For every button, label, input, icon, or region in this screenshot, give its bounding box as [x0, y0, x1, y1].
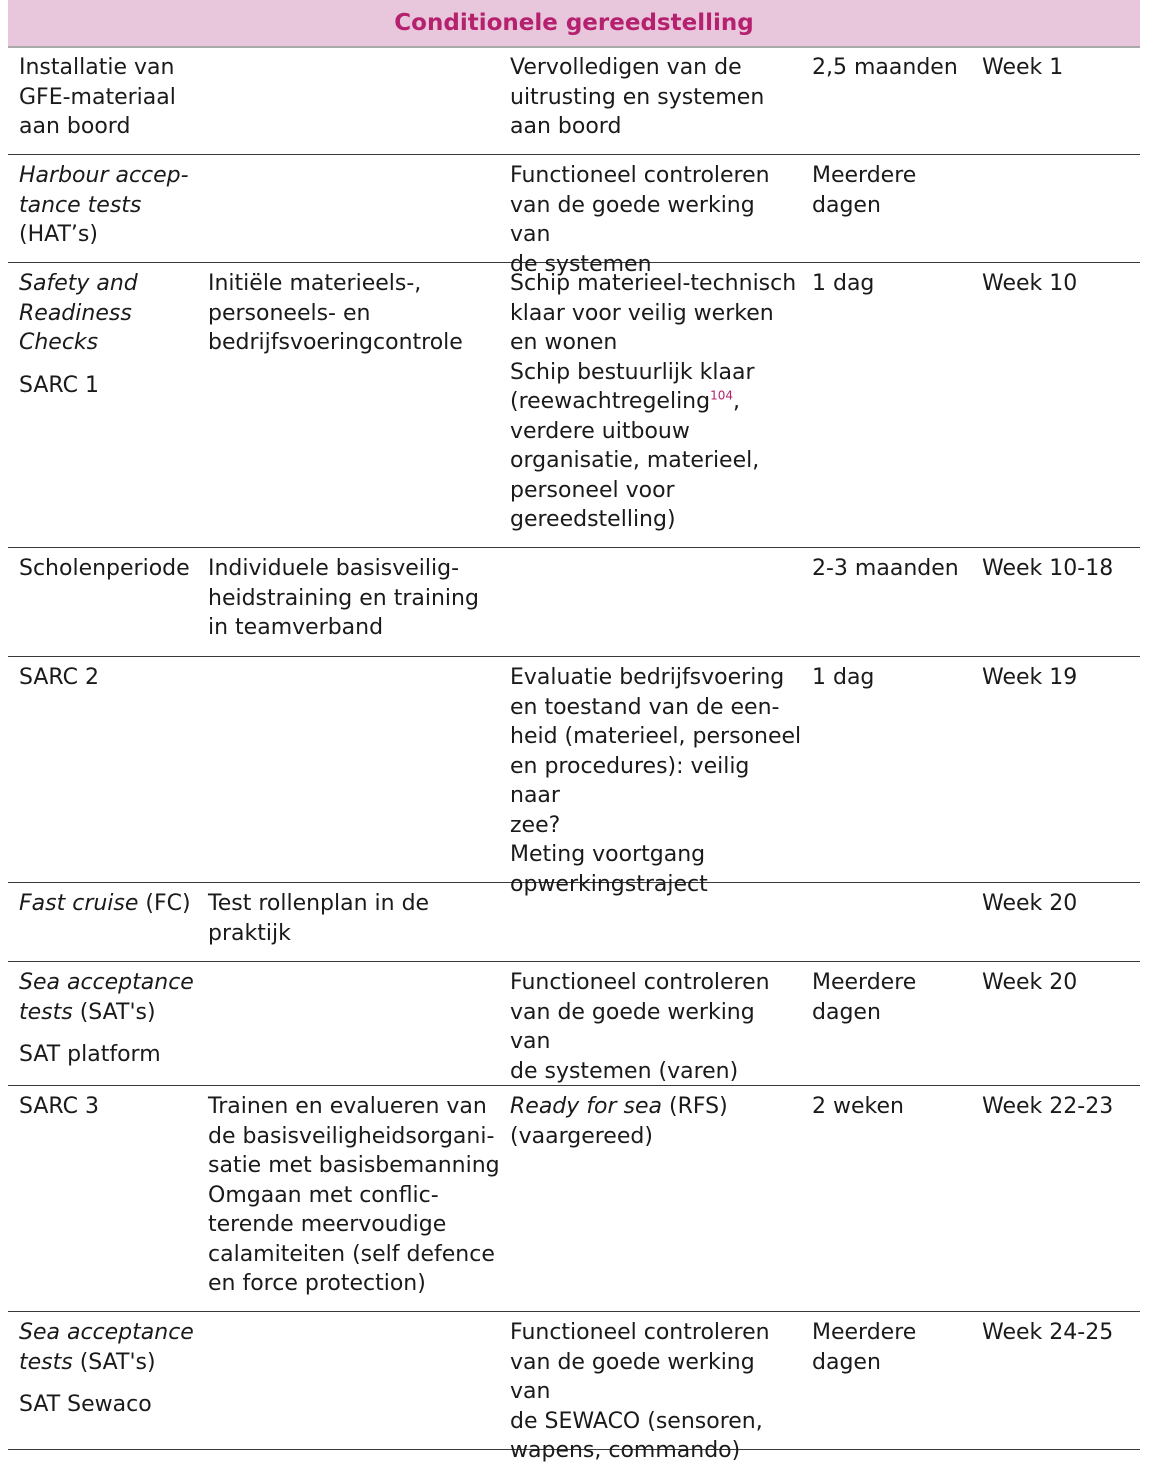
duration-cell: 2 weken: [812, 1094, 904, 1119]
activity-cell: Scholenperiode: [19, 556, 190, 581]
activity-cell: Harbour accep- tance tests (HAT’s): [19, 163, 189, 247]
duration-cell: Meerdere dagen: [812, 163, 917, 218]
content-cell: Test rollenplan in de praktijk: [208, 891, 430, 946]
activity-cell: Sea acceptance tests (SAT's) SAT Sewaco: [19, 1320, 194, 1417]
week-cell: Week 24-25: [982, 1320, 1114, 1345]
activity-cell: Sea acceptance tests (SAT's) SAT platform: [19, 970, 194, 1067]
duration-cell: 2-3 maanden: [812, 556, 959, 581]
table-header: [8, 0, 1140, 48]
goal-cell: Ready for sea (RFS) (vaargereed): [510, 1094, 728, 1149]
content-cell: Individuele basisveilig- heidstraining en training in teamverband: [208, 556, 479, 640]
table-row: [8, 1086, 1140, 1312]
table-row: [8, 548, 1140, 657]
duration-cell: Meerdere dagen: [812, 1320, 917, 1375]
content-cell: Trainen en evalueren van de basisveiligheidsorgani- satie met basisbemanning Omgaan met conflic- terende meervoudige calamiteiten (self defence en force protection): [208, 1094, 500, 1296]
activity-cell: Safety and Readiness Checks SARC 1: [19, 271, 138, 398]
footnote-marker[interactable]: 104: [710, 388, 733, 403]
table-row: [8, 155, 1140, 277]
week-cell: Week 20: [982, 891, 1078, 916]
week-cell: Week 10: [982, 271, 1078, 296]
week-cell: Week 1: [982, 55, 1064, 80]
activity-cell: Fast cruise (FC): [19, 891, 191, 916]
week-cell: Week 22-23: [982, 1094, 1114, 1119]
activity-cell: SARC 2: [19, 665, 99, 690]
duration-cell: 1 dag: [812, 271, 875, 296]
table-row: [8, 883, 1140, 962]
table-row: [8, 1312, 1140, 1463]
activity-cell: SARC 3: [19, 1094, 99, 1119]
week-cell: Week 19: [982, 665, 1078, 690]
content-cell: Initiële materieels-, personeels- en bedrijfsvoeringcontrole: [208, 271, 463, 355]
duration-cell: 2,5 maanden: [812, 55, 958, 80]
duration-cell: Meerdere dagen: [812, 970, 917, 1025]
week-cell: Week 20: [982, 970, 1078, 995]
duration-cell: 1 dag: [812, 665, 875, 690]
goal-cell: Functioneel controleren van de goede werking van de systemen: [510, 163, 770, 277]
table-row: [8, 263, 1140, 548]
goal-cell: Functioneel controleren van de goede werking van de SEWACO (sensoren, wapens, commando): [510, 1320, 770, 1463]
week-cell: Week 10-18: [982, 556, 1114, 581]
goal-cell: Functioneel controleren van de goede werking van de systemen (varen): [510, 970, 770, 1084]
goal-cell: Vervolledigen van de uitrusting en systemen aan boord: [510, 55, 765, 139]
activity-cell: Installatie van GFE-materiaal aan boord: [19, 55, 176, 139]
goal-cell: Evaluatie bedrijfsvoering en toestand van de een- heid (materieel, personeel en procedures): veilig naar zee? Meting voortgang opwerkingstraject: [510, 665, 802, 897]
table-title: Conditionele gereedstelling: [394, 10, 754, 36]
table-row: [8, 657, 1140, 897]
table-row: [8, 47, 1140, 155]
goal-cell: Schip materieel-technisch klaar voor veilig werken en wonen Schip bestuurlijk klaar (reewachtregeling$^{104}$, verdere uitbouw organisatie, materieel, personeel voor gereedstelling): [510, 271, 797, 532]
table-row: [8, 962, 1140, 1086]
